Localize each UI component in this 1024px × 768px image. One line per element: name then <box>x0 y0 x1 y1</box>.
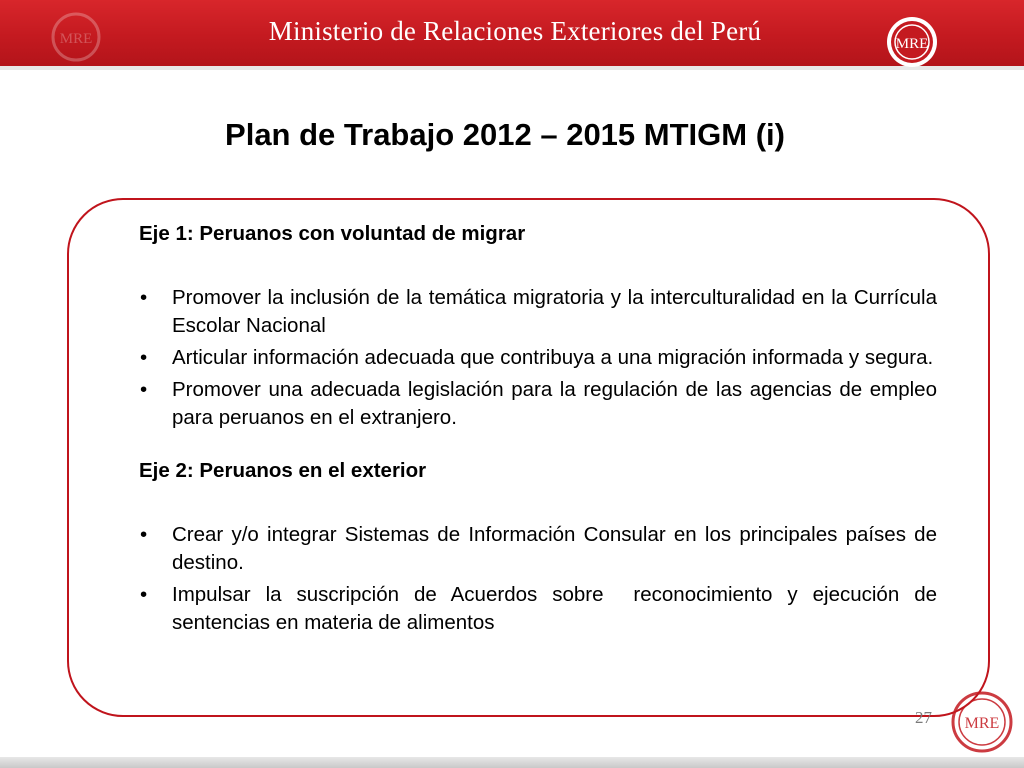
list-item: • Crear y/o integrar Sistemas de Información Consular en los principales países de destino. <box>140 523 937 574</box>
bullet-list-eje-1 <box>139 284 937 432</box>
bullet-icon: • <box>140 583 148 606</box>
bullet-list-eje-2 <box>139 521 943 637</box>
bullet-icon: • <box>140 286 148 309</box>
list-item: • Promover la inclusión de la temática migratoria y la interculturalidad en la Currícula Escolar Nacional <box>140 286 937 337</box>
list-item: • Impulsar la suscripción de Acuerdos sobre reconocimiento y ejecución de sentencias en materia de alimentos <box>140 583 943 634</box>
svg-text:MRE: MRE <box>59 31 93 47</box>
mre-logo-icon <box>884 14 940 70</box>
footer-bar <box>0 757 1024 768</box>
section-heading-eje-2: Eje 2: Peruanos en el exterior <box>139 459 427 482</box>
bullet-icon: • <box>140 523 148 546</box>
ministry-title: Ministerio de Relaciones Exteriores del Perú <box>268 16 762 46</box>
list-item: • Promover una adecuada legislación para la regulación de las agencias de empleo para peruanos en el extranjero. <box>140 378 937 429</box>
slide-title: Plan de Trabajo 2012 – 2015 MTIGM (i) <box>225 117 785 152</box>
mre-footer-logo-icon <box>950 690 1014 754</box>
section-heading-eje-1: Eje 1: Peruanos con voluntad de migrar <box>139 222 526 245</box>
svg-text:MRE: MRE <box>895 36 929 52</box>
page-number: 27 <box>915 708 932 727</box>
svg-text:MRE: MRE <box>964 715 1000 732</box>
content-body <box>139 220 943 641</box>
header-bar <box>0 0 1024 70</box>
list-item: • Articular información adecuada que contribuya a una migración informada y segura. <box>139 344 937 372</box>
bullet-icon: • <box>140 346 148 369</box>
bullet-icon: • <box>140 378 148 401</box>
